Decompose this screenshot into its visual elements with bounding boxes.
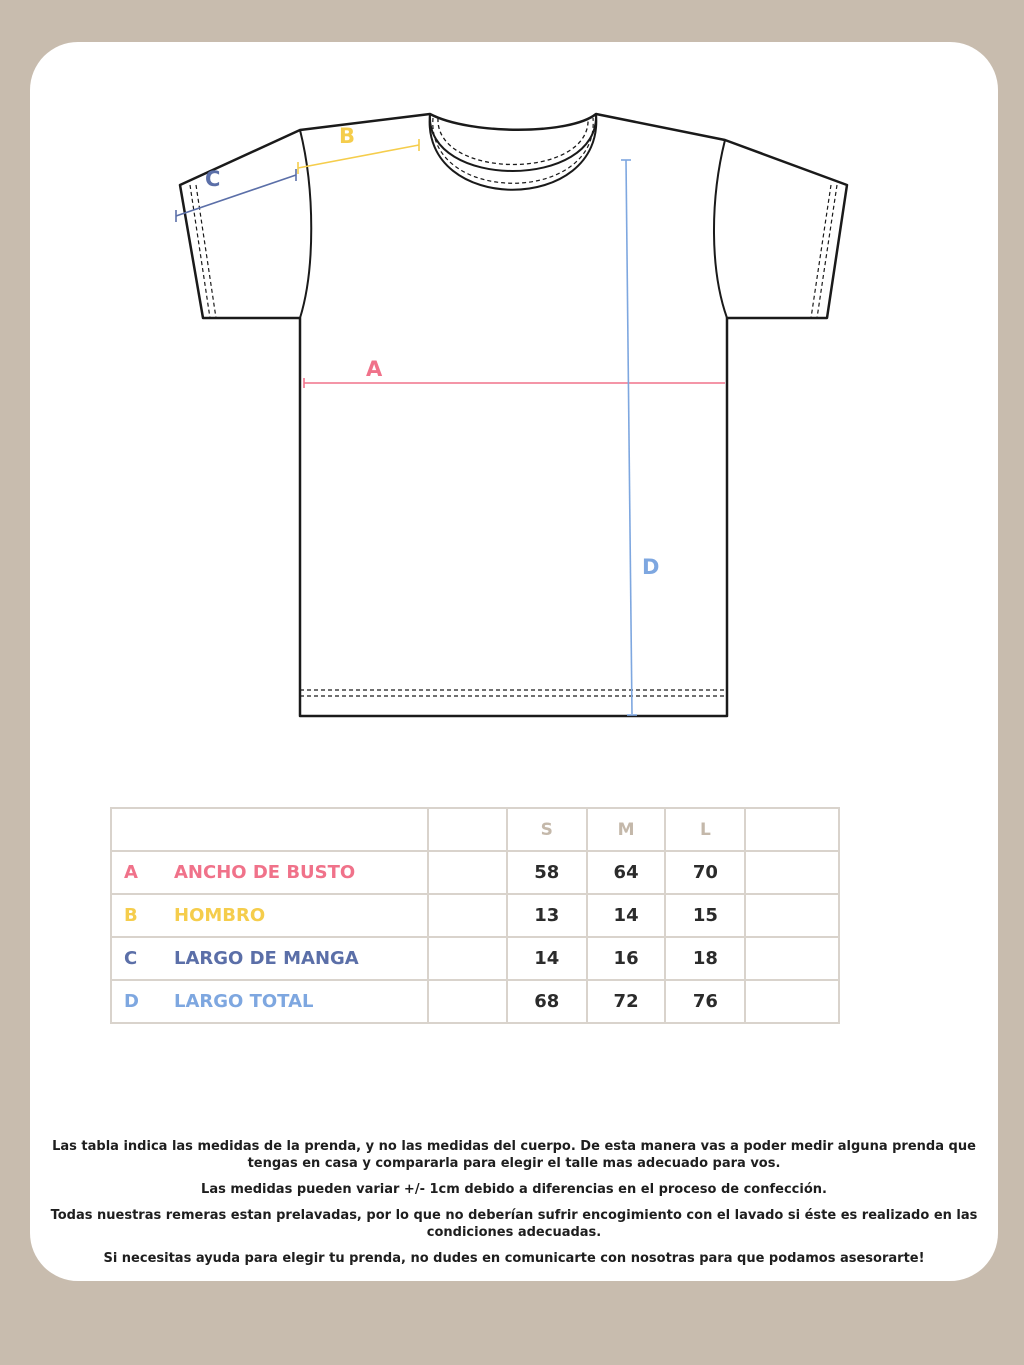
value-cell: 14 — [507, 937, 587, 980]
blank-cell — [745, 937, 839, 980]
tshirt-diagram — [30, 42, 998, 742]
blank-cell — [428, 894, 507, 937]
table-row — [111, 894, 839, 937]
table-row — [111, 937, 839, 980]
size-guide-card — [30, 42, 998, 1281]
row-letter: C — [124, 948, 138, 969]
value-cell: 14 — [587, 894, 666, 937]
dimension-d-label: D — [642, 555, 660, 579]
value-cell: 58 — [507, 851, 587, 894]
value-cell: 13 — [507, 894, 587, 937]
value-cell: 15 — [665, 894, 745, 937]
blank-cell — [745, 851, 839, 894]
blank-cell — [428, 937, 507, 980]
size-table-header — [111, 808, 839, 851]
blank-cell — [745, 894, 839, 937]
size-notes — [50, 1138, 978, 1276]
dimension-d — [621, 160, 659, 715]
value-cell: 70 — [665, 851, 745, 894]
value-cell: 64 — [587, 851, 666, 894]
header-blank — [111, 808, 428, 851]
blank-cell — [745, 980, 839, 1023]
row-name: LARGO TOTAL — [174, 991, 314, 1012]
header-blank — [428, 808, 507, 851]
note-paragraph: Las tabla indica las medidas de la prenda, y no las medidas del cuerpo. De esta manera vas a poder medir alguna prenda que tengas en casa y compararla para elegir el talle mas adecuado para vos. — [52, 1139, 976, 1171]
row-label — [111, 851, 428, 894]
dimension-a-label: A — [366, 357, 383, 381]
note-paragraph: Si necesitas ayuda para elegir tu prenda, no dudes en comunicarte con nosotras para que podamos asesorarte! — [103, 1251, 925, 1266]
size-table — [110, 807, 840, 1024]
table-row — [111, 980, 839, 1023]
row-label — [111, 980, 428, 1023]
note-paragraph: Todas nuestras remeras estan prelavadas, por lo que no deberían sufrir encogimiento con el lavado si éste es realizado en las condiciones adecuadas. — [50, 1208, 978, 1240]
row-name: ANCHO DE BUSTO — [174, 862, 356, 883]
table-row — [111, 851, 839, 894]
value-cell: 16 — [587, 937, 666, 980]
dimension-a — [304, 357, 725, 388]
dimension-c-label: C — [205, 167, 221, 191]
row-name: HOMBRO — [174, 905, 266, 926]
value-cell: 68 — [507, 980, 587, 1023]
tshirt-outline — [180, 114, 847, 716]
row-name: LARGO DE MANGA — [174, 948, 359, 969]
header-size-m: M — [587, 808, 666, 851]
note-paragraph: Las medidas pueden variar +/- 1cm debido a diferencias en el proceso de confección. — [201, 1182, 827, 1197]
blank-cell — [428, 980, 507, 1023]
header-size-s: S — [507, 808, 587, 851]
header-size-l: L — [665, 808, 745, 851]
value-cell: 18 — [665, 937, 745, 980]
row-letter: A — [124, 862, 138, 883]
blank-cell — [428, 851, 507, 894]
row-letter: B — [124, 905, 138, 926]
value-cell: 76 — [665, 980, 745, 1023]
row-letter: D — [124, 991, 139, 1012]
row-label — [111, 937, 428, 980]
dimension-b — [298, 124, 419, 174]
row-label — [111, 894, 428, 937]
header-blank — [745, 808, 839, 851]
dimension-b-label: B — [339, 124, 356, 148]
value-cell: 72 — [587, 980, 666, 1023]
